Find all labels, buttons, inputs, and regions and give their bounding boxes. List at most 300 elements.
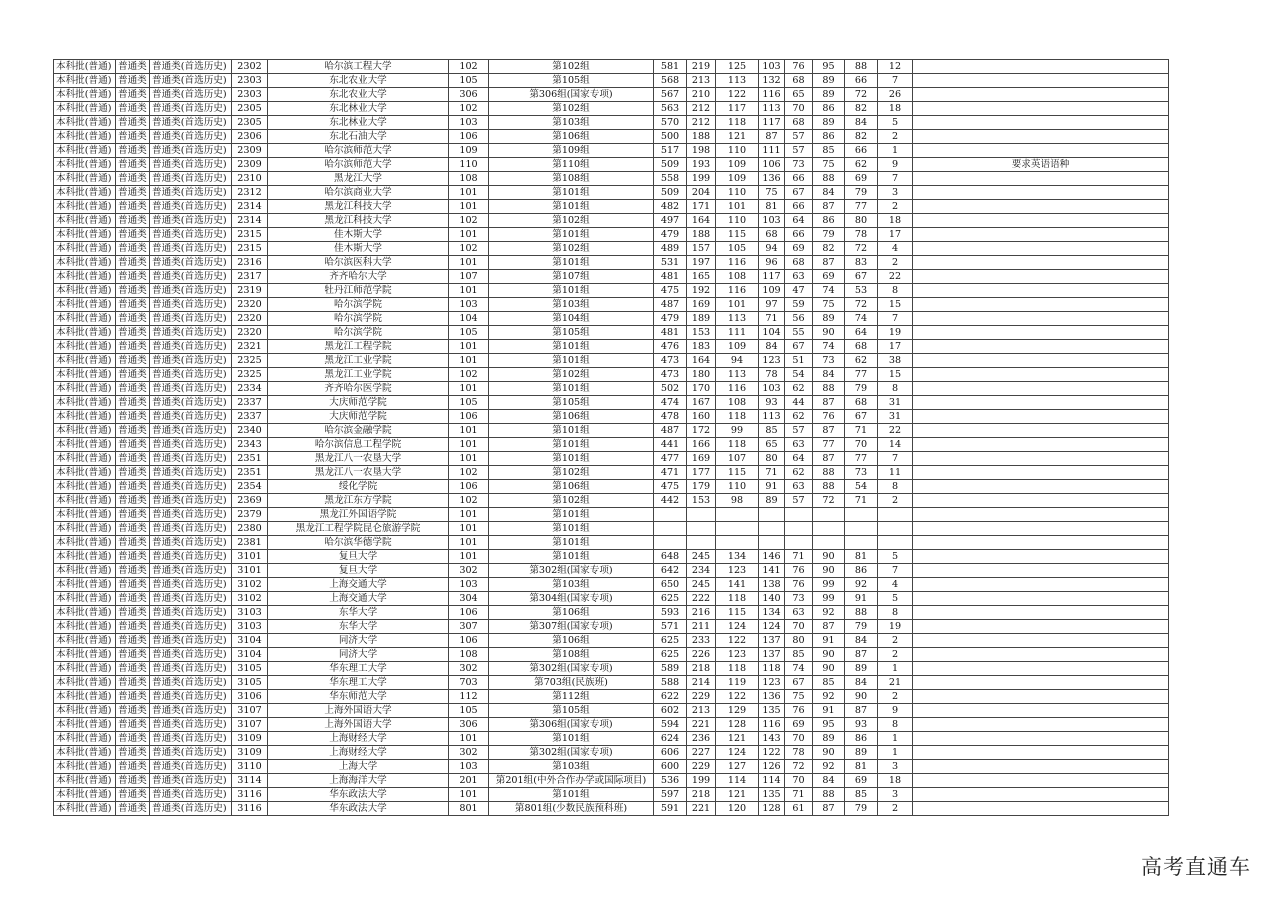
cell-foreign-language: 123 bbox=[759, 354, 785, 368]
cell-school-code: 2343 bbox=[232, 438, 268, 452]
cell-group-name: 第304组(国家专项) bbox=[489, 592, 654, 606]
cell-school-code: 3103 bbox=[232, 606, 268, 620]
cell-elective-1: 99 bbox=[813, 592, 845, 606]
cell-rank: 8 bbox=[878, 382, 913, 396]
cell-math: 124 bbox=[716, 746, 759, 760]
cell-group-code: 302 bbox=[449, 564, 489, 578]
cell-batch: 本科批(普通) bbox=[54, 620, 116, 634]
cell-subject-type: 普通类(首选历史) bbox=[150, 102, 232, 116]
cell-elective-2: 81 bbox=[845, 760, 878, 774]
cell-subject-type: 普通类(首选历史) bbox=[150, 690, 232, 704]
table-row bbox=[54, 438, 1169, 452]
watermark: 高考直通车 bbox=[1141, 855, 1251, 879]
cell-batch: 本科批(普通) bbox=[54, 200, 116, 214]
cell-school-name: 同济大学 bbox=[268, 648, 449, 662]
cell-school-name: 黑龙江八一农垦大学 bbox=[268, 466, 449, 480]
cell-remark bbox=[913, 550, 1169, 564]
cell-total-score: 571 bbox=[654, 620, 687, 634]
cell-total-score: 589 bbox=[654, 662, 687, 676]
cell-rank: 7 bbox=[878, 172, 913, 186]
cell-school-code: 3102 bbox=[232, 592, 268, 606]
cell-school-code: 2320 bbox=[232, 326, 268, 340]
cell-group-code: 105 bbox=[449, 396, 489, 410]
cell-remark bbox=[913, 284, 1169, 298]
cell-chinese: 164 bbox=[687, 354, 716, 368]
cell-school-name: 东北林业大学 bbox=[268, 116, 449, 130]
table-row bbox=[54, 732, 1169, 746]
cell-school-name: 黑龙江工程学院 bbox=[268, 340, 449, 354]
cell-batch: 本科批(普通) bbox=[54, 354, 116, 368]
cell-batch: 本科批(普通) bbox=[54, 452, 116, 466]
cell-batch: 本科批(普通) bbox=[54, 746, 116, 760]
cell-history: 71 bbox=[785, 550, 813, 564]
cell-total-score: 487 bbox=[654, 298, 687, 312]
cell-foreign-language: 109 bbox=[759, 284, 785, 298]
cell-group-name: 第105组 bbox=[489, 74, 654, 88]
cell-group-name: 第302组(国家专项) bbox=[489, 746, 654, 760]
cell-category: 普通类 bbox=[116, 494, 150, 508]
cell-foreign-language: 80 bbox=[759, 452, 785, 466]
cell-history: 71 bbox=[785, 788, 813, 802]
cell-elective-2: 77 bbox=[845, 200, 878, 214]
cell-elective-1: 89 bbox=[813, 116, 845, 130]
cell-batch: 本科批(普通) bbox=[54, 298, 116, 312]
cell-elective-2: 89 bbox=[845, 746, 878, 760]
cell-chinese: 166 bbox=[687, 438, 716, 452]
cell-chinese: 221 bbox=[687, 802, 716, 816]
cell-batch: 本科批(普通) bbox=[54, 368, 116, 382]
cell-group-code: 101 bbox=[449, 354, 489, 368]
cell-elective-1: 87 bbox=[813, 452, 845, 466]
cell-category: 普通类 bbox=[116, 424, 150, 438]
cell-school-name: 华东师范大学 bbox=[268, 690, 449, 704]
cell-group-code: 102 bbox=[449, 214, 489, 228]
cell-total-score: 482 bbox=[654, 200, 687, 214]
cell-history: 67 bbox=[785, 186, 813, 200]
cell-subject-type: 普通类(首选历史) bbox=[150, 410, 232, 424]
cell-subject-type: 普通类(首选历史) bbox=[150, 606, 232, 620]
table-row bbox=[54, 564, 1169, 578]
cell-rank: 31 bbox=[878, 410, 913, 424]
cell-category: 普通类 bbox=[116, 662, 150, 676]
cell-total-score: 442 bbox=[654, 494, 687, 508]
cell-school-code: 2379 bbox=[232, 508, 268, 522]
cell-history: 64 bbox=[785, 452, 813, 466]
table-row bbox=[54, 620, 1169, 634]
cell-math: 108 bbox=[716, 270, 759, 284]
cell-school-code: 3109 bbox=[232, 732, 268, 746]
cell-category: 普通类 bbox=[116, 158, 150, 172]
cell-chinese: 218 bbox=[687, 662, 716, 676]
cell-elective-2: 62 bbox=[845, 158, 878, 172]
cell-foreign-language: 128 bbox=[759, 802, 785, 816]
cell-subject-type: 普通类(首选历史) bbox=[150, 676, 232, 690]
cell-elective-1: 92 bbox=[813, 606, 845, 620]
cell-elective-1: 89 bbox=[813, 88, 845, 102]
cell-foreign-language: 116 bbox=[759, 718, 785, 732]
cell-category: 普通类 bbox=[116, 368, 150, 382]
cell-category: 普通类 bbox=[116, 592, 150, 606]
cell-category: 普通类 bbox=[116, 648, 150, 662]
cell-foreign-language: 136 bbox=[759, 690, 785, 704]
cell-category: 普通类 bbox=[116, 508, 150, 522]
cell-rank: 3 bbox=[878, 788, 913, 802]
cell-elective-1: 77 bbox=[813, 438, 845, 452]
cell-rank: 1 bbox=[878, 732, 913, 746]
cell-total-score: 475 bbox=[654, 480, 687, 494]
cell-elective-1: 87 bbox=[813, 424, 845, 438]
cell-group-name: 第106组 bbox=[489, 606, 654, 620]
cell-foreign-language: 89 bbox=[759, 494, 785, 508]
cell-rank: 1 bbox=[878, 746, 913, 760]
cell-subject-type: 普通类(首选历史) bbox=[150, 802, 232, 816]
cell-history: 66 bbox=[785, 172, 813, 186]
cell-school-code: 3101 bbox=[232, 550, 268, 564]
cell-subject-type: 普通类(首选历史) bbox=[150, 382, 232, 396]
cell-chinese: 226 bbox=[687, 648, 716, 662]
cell-history: 57 bbox=[785, 144, 813, 158]
cell-foreign-language bbox=[759, 508, 785, 522]
cell-school-name: 黑龙江工业学院 bbox=[268, 368, 449, 382]
cell-chinese: 188 bbox=[687, 130, 716, 144]
cell-subject-type: 普通类(首选历史) bbox=[150, 74, 232, 88]
cell-rank: 3 bbox=[878, 186, 913, 200]
cell-batch: 本科批(普通) bbox=[54, 536, 116, 550]
cell-group-name: 第102组 bbox=[489, 60, 654, 74]
cell-school-code: 2314 bbox=[232, 200, 268, 214]
cell-group-name: 第106组 bbox=[489, 634, 654, 648]
cell-rank: 31 bbox=[878, 396, 913, 410]
cell-batch: 本科批(普通) bbox=[54, 578, 116, 592]
cell-batch: 本科批(普通) bbox=[54, 396, 116, 410]
table-row bbox=[54, 214, 1169, 228]
cell-subject-type: 普通类(首选历史) bbox=[150, 284, 232, 298]
cell-elective-1: 79 bbox=[813, 228, 845, 242]
cell-math: 118 bbox=[716, 592, 759, 606]
cell-remark bbox=[913, 340, 1169, 354]
cell-elective-1: 92 bbox=[813, 760, 845, 774]
cell-school-name: 黑龙江东方学院 bbox=[268, 494, 449, 508]
cell-batch: 本科批(普通) bbox=[54, 802, 116, 816]
cell-math: 109 bbox=[716, 158, 759, 172]
cell-rank: 5 bbox=[878, 592, 913, 606]
table-row bbox=[54, 494, 1169, 508]
cell-elective-1: 85 bbox=[813, 144, 845, 158]
cell-chinese: 189 bbox=[687, 312, 716, 326]
cell-math: 121 bbox=[716, 732, 759, 746]
cell-math: 116 bbox=[716, 382, 759, 396]
cell-group-name: 第102组 bbox=[489, 368, 654, 382]
cell-elective-2: 67 bbox=[845, 410, 878, 424]
cell-group-name: 第101组 bbox=[489, 522, 654, 536]
cell-school-code: 2325 bbox=[232, 354, 268, 368]
cell-chinese: 234 bbox=[687, 564, 716, 578]
cell-school-name: 上海财经大学 bbox=[268, 732, 449, 746]
cell-batch: 本科批(普通) bbox=[54, 102, 116, 116]
cell-chinese: 160 bbox=[687, 410, 716, 424]
cell-batch: 本科批(普通) bbox=[54, 508, 116, 522]
cell-category: 普通类 bbox=[116, 256, 150, 270]
table-row bbox=[54, 298, 1169, 312]
cell-school-code: 2321 bbox=[232, 340, 268, 354]
cell-category: 普通类 bbox=[116, 452, 150, 466]
cell-total-score bbox=[654, 508, 687, 522]
cell-remark bbox=[913, 74, 1169, 88]
cell-school-code: 2315 bbox=[232, 228, 268, 242]
cell-group-code: 101 bbox=[449, 550, 489, 564]
cell-math: 113 bbox=[716, 368, 759, 382]
cell-remark bbox=[913, 802, 1169, 816]
cell-total-score: 471 bbox=[654, 466, 687, 480]
cell-rank: 3 bbox=[878, 760, 913, 774]
table-row bbox=[54, 256, 1169, 270]
cell-group-name: 第307组(国家专项) bbox=[489, 620, 654, 634]
cell-subject-type: 普通类(首选历史) bbox=[150, 718, 232, 732]
table-row bbox=[54, 522, 1169, 536]
cell-math: 115 bbox=[716, 606, 759, 620]
cell-chinese: 216 bbox=[687, 606, 716, 620]
cell-math: 109 bbox=[716, 340, 759, 354]
cell-elective-2: 80 bbox=[845, 214, 878, 228]
cell-school-name: 哈尔滨师范大学 bbox=[268, 144, 449, 158]
cell-elective-2: 90 bbox=[845, 690, 878, 704]
cell-category: 普通类 bbox=[116, 564, 150, 578]
cell-group-code: 201 bbox=[449, 774, 489, 788]
cell-chinese: 214 bbox=[687, 676, 716, 690]
cell-school-code: 2319 bbox=[232, 284, 268, 298]
cell-math: 122 bbox=[716, 690, 759, 704]
cell-foreign-language: 85 bbox=[759, 424, 785, 438]
cell-elective-2: 92 bbox=[845, 578, 878, 592]
cell-group-code: 110 bbox=[449, 158, 489, 172]
cell-batch: 本科批(普通) bbox=[54, 88, 116, 102]
cell-elective-2: 71 bbox=[845, 424, 878, 438]
cell-history: 63 bbox=[785, 480, 813, 494]
cell-rank: 26 bbox=[878, 88, 913, 102]
cell-history: 47 bbox=[785, 284, 813, 298]
cell-history: 63 bbox=[785, 438, 813, 452]
cell-foreign-language: 103 bbox=[759, 382, 785, 396]
cell-total-score: 517 bbox=[654, 144, 687, 158]
cell-chinese: 170 bbox=[687, 382, 716, 396]
cell-chinese: 219 bbox=[687, 60, 716, 74]
cell-math: 122 bbox=[716, 634, 759, 648]
cell-batch: 本科批(普通) bbox=[54, 592, 116, 606]
cell-math: 116 bbox=[716, 284, 759, 298]
cell-group-name: 第101组 bbox=[489, 550, 654, 564]
cell-rank: 19 bbox=[878, 620, 913, 634]
cell-elective-2: 78 bbox=[845, 228, 878, 242]
cell-history: 56 bbox=[785, 312, 813, 326]
cell-school-name: 黑龙江工业学院 bbox=[268, 354, 449, 368]
cell-chinese: 198 bbox=[687, 144, 716, 158]
cell-math: 123 bbox=[716, 648, 759, 662]
cell-total-score: 509 bbox=[654, 186, 687, 200]
cell-group-name: 第103组 bbox=[489, 760, 654, 774]
cell-category: 普通类 bbox=[116, 704, 150, 718]
cell-remark bbox=[913, 382, 1169, 396]
cell-group-code: 101 bbox=[449, 284, 489, 298]
cell-elective-2: 66 bbox=[845, 144, 878, 158]
cell-chinese: 153 bbox=[687, 494, 716, 508]
cell-category: 普通类 bbox=[116, 606, 150, 620]
cell-chinese: 199 bbox=[687, 172, 716, 186]
cell-batch: 本科批(普通) bbox=[54, 550, 116, 564]
cell-subject-type: 普通类(首选历史) bbox=[150, 424, 232, 438]
cell-elective-1: 85 bbox=[813, 676, 845, 690]
cell-remark bbox=[913, 732, 1169, 746]
cell-total-score: 536 bbox=[654, 774, 687, 788]
cell-batch: 本科批(普通) bbox=[54, 760, 116, 774]
cell-group-code: 307 bbox=[449, 620, 489, 634]
cell-total-score: 489 bbox=[654, 242, 687, 256]
cell-history: 76 bbox=[785, 578, 813, 592]
cell-foreign-language: 116 bbox=[759, 88, 785, 102]
cell-total-score: 487 bbox=[654, 424, 687, 438]
cell-category: 普通类 bbox=[116, 550, 150, 564]
cell-category: 普通类 bbox=[116, 116, 150, 130]
cell-total-score: 531 bbox=[654, 256, 687, 270]
cell-batch: 本科批(普通) bbox=[54, 774, 116, 788]
cell-chinese: 197 bbox=[687, 256, 716, 270]
cell-rank: 17 bbox=[878, 340, 913, 354]
cell-school-code: 3104 bbox=[232, 634, 268, 648]
cell-history: 75 bbox=[785, 690, 813, 704]
cell-school-name: 黑龙江八一农垦大学 bbox=[268, 452, 449, 466]
cell-school-code: 3107 bbox=[232, 718, 268, 732]
cell-school-name: 哈尔滨学院 bbox=[268, 298, 449, 312]
cell-elective-2: 84 bbox=[845, 634, 878, 648]
cell-group-name: 第107组 bbox=[489, 270, 654, 284]
cell-chinese: 221 bbox=[687, 718, 716, 732]
cell-elective-2: 69 bbox=[845, 774, 878, 788]
cell-history: 76 bbox=[785, 564, 813, 578]
cell-school-name: 佳木斯大学 bbox=[268, 228, 449, 242]
cell-elective-2: 68 bbox=[845, 396, 878, 410]
cell-total-score: 600 bbox=[654, 760, 687, 774]
cell-rank: 2 bbox=[878, 256, 913, 270]
cell-elective-2: 79 bbox=[845, 382, 878, 396]
cell-remark bbox=[913, 60, 1169, 74]
cell-elective-2: 77 bbox=[845, 368, 878, 382]
cell-batch: 本科批(普通) bbox=[54, 270, 116, 284]
cell-elective-1: 76 bbox=[813, 410, 845, 424]
cell-subject-type: 普通类(首选历史) bbox=[150, 144, 232, 158]
cell-chinese: 179 bbox=[687, 480, 716, 494]
cell-category: 普通类 bbox=[116, 718, 150, 732]
cell-foreign-language bbox=[759, 522, 785, 536]
cell-elective-2 bbox=[845, 536, 878, 550]
cell-foreign-language: 93 bbox=[759, 396, 785, 410]
cell-school-code: 2325 bbox=[232, 368, 268, 382]
cell-chinese: 157 bbox=[687, 242, 716, 256]
cell-school-name: 东北石油大学 bbox=[268, 130, 449, 144]
cell-history: 62 bbox=[785, 466, 813, 480]
cell-foreign-language: 117 bbox=[759, 270, 785, 284]
table-row bbox=[54, 536, 1169, 550]
cell-math: 134 bbox=[716, 550, 759, 564]
cell-school-code: 3116 bbox=[232, 802, 268, 816]
cell-school-name: 黑龙江工程学院昆仑旅游学院 bbox=[268, 522, 449, 536]
cell-school-name: 上海交通大学 bbox=[268, 578, 449, 592]
table-row bbox=[54, 690, 1169, 704]
cell-elective-1: 84 bbox=[813, 368, 845, 382]
cell-rank bbox=[878, 536, 913, 550]
cell-batch: 本科批(普通) bbox=[54, 438, 116, 452]
cell-remark bbox=[913, 690, 1169, 704]
cell-remark bbox=[913, 774, 1169, 788]
cell-chinese: 213 bbox=[687, 704, 716, 718]
cell-school-code: 2351 bbox=[232, 452, 268, 466]
cell-math: 125 bbox=[716, 60, 759, 74]
cell-group-name: 第302组(国家专项) bbox=[489, 564, 654, 578]
cell-rank: 22 bbox=[878, 270, 913, 284]
cell-elective-1: 73 bbox=[813, 354, 845, 368]
cell-subject-type: 普通类(首选历史) bbox=[150, 172, 232, 186]
cell-rank: 2 bbox=[878, 494, 913, 508]
cell-group-code: 101 bbox=[449, 508, 489, 522]
cell-batch: 本科批(普通) bbox=[54, 74, 116, 88]
cell-elective-2: 53 bbox=[845, 284, 878, 298]
cell-history bbox=[785, 536, 813, 550]
cell-subject-type: 普通类(首选历史) bbox=[150, 522, 232, 536]
cell-category: 普通类 bbox=[116, 172, 150, 186]
cell-group-code: 102 bbox=[449, 242, 489, 256]
table-row bbox=[54, 130, 1169, 144]
cell-category: 普通类 bbox=[116, 60, 150, 74]
cell-remark bbox=[913, 634, 1169, 648]
cell-subject-type: 普通类(首选历史) bbox=[150, 536, 232, 550]
table-row bbox=[54, 158, 1169, 172]
cell-batch: 本科批(普通) bbox=[54, 648, 116, 662]
cell-chinese: 212 bbox=[687, 116, 716, 130]
cell-elective-2: 54 bbox=[845, 480, 878, 494]
cell-subject-type: 普通类(首选历史) bbox=[150, 634, 232, 648]
cell-category: 普通类 bbox=[116, 74, 150, 88]
cell-group-code: 106 bbox=[449, 410, 489, 424]
cell-math: 115 bbox=[716, 466, 759, 480]
cell-subject-type: 普通类(首选历史) bbox=[150, 438, 232, 452]
cell-group-code: 101 bbox=[449, 788, 489, 802]
cell-elective-1: 92 bbox=[813, 690, 845, 704]
table-row bbox=[54, 396, 1169, 410]
cell-math: 108 bbox=[716, 396, 759, 410]
cell-batch: 本科批(普通) bbox=[54, 690, 116, 704]
cell-math: 110 bbox=[716, 144, 759, 158]
cell-foreign-language: 117 bbox=[759, 116, 785, 130]
cell-rank: 17 bbox=[878, 228, 913, 242]
cell-group-code: 302 bbox=[449, 662, 489, 676]
cell-subject-type: 普通类(首选历史) bbox=[150, 480, 232, 494]
cell-group-code: 306 bbox=[449, 88, 489, 102]
cell-batch: 本科批(普通) bbox=[54, 522, 116, 536]
cell-foreign-language: 122 bbox=[759, 746, 785, 760]
cell-school-code: 3102 bbox=[232, 578, 268, 592]
cell-school-name: 上海外国语大学 bbox=[268, 704, 449, 718]
cell-group-name: 第101组 bbox=[489, 732, 654, 746]
cell-remark bbox=[913, 242, 1169, 256]
cell-batch: 本科批(普通) bbox=[54, 214, 116, 228]
cell-group-code: 101 bbox=[449, 200, 489, 214]
cell-batch: 本科批(普通) bbox=[54, 60, 116, 74]
cell-school-name: 哈尔滨信息工程学院 bbox=[268, 438, 449, 452]
table-row bbox=[54, 74, 1169, 88]
cell-foreign-language: 137 bbox=[759, 634, 785, 648]
cell-remark bbox=[913, 718, 1169, 732]
cell-foreign-language: 111 bbox=[759, 144, 785, 158]
table-row bbox=[54, 116, 1169, 130]
cell-group-name: 第201组(中外合作办学或国际项目) bbox=[489, 774, 654, 788]
